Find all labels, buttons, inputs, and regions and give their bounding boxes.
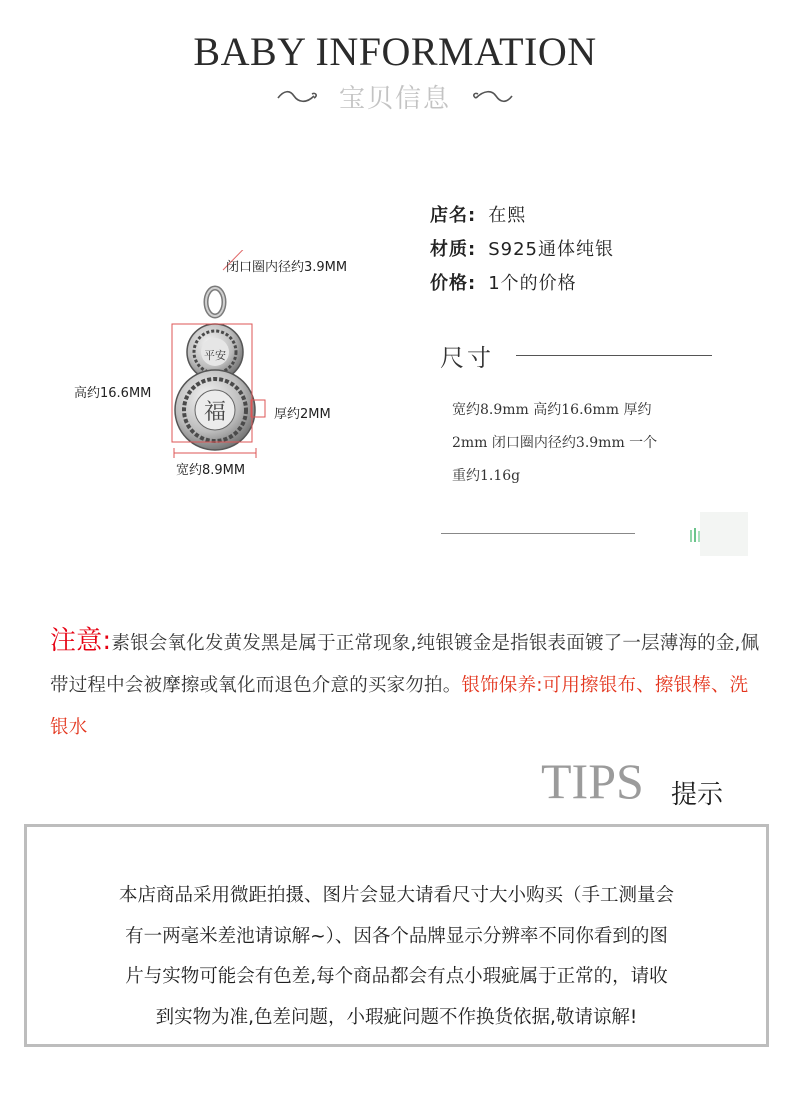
size-heading-rule [516, 355, 712, 356]
small-disc-characters: 平安 [204, 349, 226, 362]
size-line: 2mm 闭口圈内径约3.9mm 一个 [452, 435, 658, 451]
subtitle-row [0, 78, 790, 118]
notice-body: 素银会氧化发黄发黑是属于正常现象,纯银镀金是指银表面镀了一层薄海的金,佩带过程中会被摩擦或氧化而退色介意的买家勿拍。 [50, 633, 760, 696]
size-line: 宽约8.9mm 高约16.6mm 厚约 [452, 402, 652, 418]
price-label: 价格: [430, 273, 477, 294]
notice-heading: 注意: [50, 626, 112, 656]
pendant-illustration [60, 250, 400, 490]
page-subtitle: 宝贝信息 [338, 84, 451, 114]
page-title: BABY INFORMATION [193, 29, 597, 74]
tips-line: 片与实物可能会有色差,每个商品都会有点小瑕疵属于正常的，请收 [125, 966, 668, 987]
tips-subtitle: 提示 [671, 780, 724, 810]
tips-box [24, 824, 769, 1047]
price-row [430, 269, 577, 295]
width-annotation: 宽约8.9MM [176, 463, 246, 478]
material-value: S925通体纯银 [488, 239, 614, 260]
height-annotation: 高约16.6MM [74, 386, 152, 401]
right-swirl-icon [470, 88, 514, 106]
tips-text [27, 876, 766, 1038]
left-swirl-icon [276, 88, 320, 106]
tips-line: 本店商品采用微距拍摄、图片会显大请看尺寸大小购买（手工测量会 [118, 885, 674, 906]
care-instructions: 银饰保养:可用擦银布、擦银棒、洗银水 [50, 675, 749, 738]
care-notice [50, 620, 765, 749]
large-disc-character: 福 [203, 400, 227, 425]
tips-title: TIPS [541, 753, 644, 809]
size-description [452, 394, 712, 493]
size-heading: 尺寸 [440, 344, 494, 372]
price-value: 1个的价格 [488, 273, 577, 294]
decorative-bars-icon [690, 528, 700, 542]
material-row [430, 235, 614, 261]
tips-line: 到实物为准,色差问题，小瑕疵问题不作换货依据,敬请谅解! [155, 1006, 638, 1028]
decorative-swatch [700, 512, 748, 556]
section-divider [441, 533, 635, 534]
material-label: 材质: [430, 239, 477, 260]
thickness-annotation: 厚约2MM [274, 407, 331, 422]
tips-line: 有一两毫米差池请谅解~）、因各个品牌显示分辨率不同你看到的图 [125, 925, 668, 947]
size-line: 重约1.16g [452, 468, 521, 484]
shop-name-row [430, 201, 526, 227]
inner-diameter-annotation: 闭口圈内径约3.9MM [226, 260, 348, 275]
shop-name-label: 店名: [430, 205, 477, 226]
shop-name-value: 在熙 [488, 205, 527, 226]
